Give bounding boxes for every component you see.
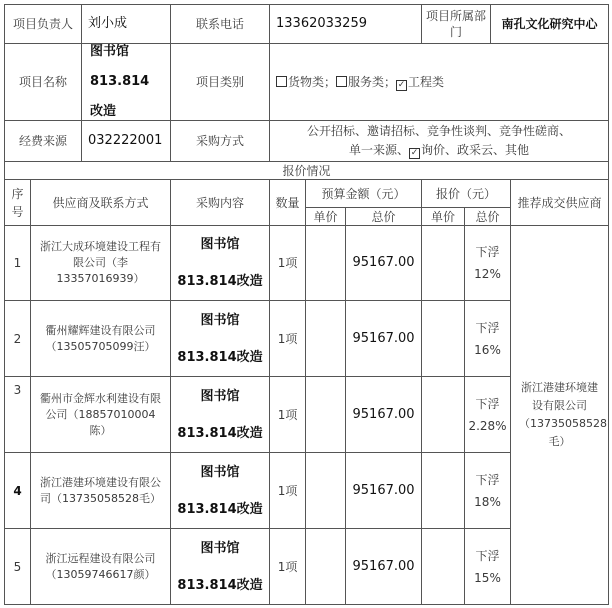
row-qty: 1项 xyxy=(270,377,306,453)
dept-cell xyxy=(422,5,609,44)
row-content xyxy=(171,453,270,529)
checkbox-checked-icon: ✓ xyxy=(397,80,406,90)
leader-row-left xyxy=(5,5,171,44)
header-budget: 预算金额（元） xyxy=(306,180,422,208)
row-budget-unit xyxy=(306,301,346,377)
row-content xyxy=(171,529,270,605)
method-line-2-a: 单一来源、 xyxy=(349,143,410,157)
row-budget-total: 95167.00 xyxy=(346,301,422,377)
row-quote-b: 2.28% xyxy=(468,418,507,433)
row-content xyxy=(171,226,270,301)
header-no: 序号 xyxy=(5,180,31,226)
row-qty: 1项 xyxy=(270,453,306,529)
row-content-a: 图书馆 xyxy=(200,388,240,404)
dept-value: 南孔文化研究中心 xyxy=(501,17,598,31)
leader-value: 刘小成 xyxy=(88,16,128,31)
row-quote-a: 下浮 xyxy=(475,548,500,563)
row-supplier: 浙江远程建设有限公司（13059746617颜） xyxy=(31,529,171,605)
row-quote-a: 下浮 xyxy=(475,320,500,335)
row-qty: 1项 xyxy=(270,301,306,377)
phone-value: 13362033259 xyxy=(270,5,422,44)
row-quote-unit xyxy=(422,301,465,377)
header-qty: 数量 xyxy=(270,180,306,226)
row-quote-unit xyxy=(422,226,465,301)
row-quote-a: 下浮 xyxy=(475,245,500,259)
funding-value: 032222001 xyxy=(88,133,163,148)
name-row-left xyxy=(5,44,171,121)
category-option-label: 服务类； xyxy=(348,75,397,89)
row-quote-a: 下浮 xyxy=(475,472,500,487)
row-supplier: 浙江港建环境建设有限公司（13735058528毛） xyxy=(31,453,171,529)
row-content xyxy=(171,377,270,453)
row-quote-b: 16% xyxy=(474,342,501,357)
row-content-b: 813.814改造 xyxy=(177,349,263,365)
row-no: 3 xyxy=(5,377,31,453)
row-quote-total xyxy=(465,301,511,377)
row-content xyxy=(171,301,270,377)
checkbox-icon xyxy=(276,76,287,87)
header-budget-total: 总价 xyxy=(346,208,422,226)
category-option-label: 工程类 xyxy=(408,75,445,89)
checkbox-icon xyxy=(336,76,347,87)
row-content-b: 813.814改造 xyxy=(177,501,263,517)
row-content-a: 图书馆 xyxy=(200,312,240,328)
category-options xyxy=(270,44,609,121)
funding-label: 经费来源 xyxy=(5,121,82,161)
leader-label: 项目负责人 xyxy=(5,5,82,43)
row-quote-unit xyxy=(422,453,465,529)
row-qty: 1项 xyxy=(270,226,306,301)
header-quote-unit: 单价 xyxy=(422,208,465,226)
header-budget-unit: 单价 xyxy=(306,208,346,226)
row-no: 2 xyxy=(5,301,31,377)
category-label: 项目类别 xyxy=(171,44,270,121)
dept-label: 项目所属部门 xyxy=(422,5,491,43)
row-budget-total: 95167.00 xyxy=(346,453,422,529)
row-quote-total xyxy=(465,529,511,605)
recommended-supplier: 浙江港建环境建设有限公司（13735058528毛） xyxy=(511,226,609,605)
row-quote-unit xyxy=(422,377,465,453)
row-budget-unit xyxy=(306,377,346,453)
row-budget-total: 95167.00 xyxy=(346,226,422,301)
header-content: 采购内容 xyxy=(171,180,270,226)
header-recommend: 推荐成交供应商 xyxy=(511,180,609,226)
category-list xyxy=(276,75,444,89)
method-line-1: 公开招标、邀请招标、竞争性谈判、竞争性磋商、 xyxy=(307,124,572,138)
row-quote-a: 下浮 xyxy=(475,396,500,411)
row-budget-unit xyxy=(306,529,346,605)
header-quote-total: 总价 xyxy=(465,208,511,226)
row-no: 1 xyxy=(5,226,31,301)
row-quote-b: 15% xyxy=(474,570,501,585)
header-supplier: 供应商及联系方式 xyxy=(31,180,171,226)
row-budget-total: 95167.00 xyxy=(346,529,422,605)
row-budget-unit xyxy=(306,226,346,301)
row-quote-b: 12% xyxy=(474,267,501,281)
row-content-a: 图书馆 xyxy=(200,464,240,480)
row-supplier: 衢州市金辉水利建设有限公司（18857010004陈） xyxy=(31,377,171,453)
row-content-b: 813.814改造 xyxy=(177,274,263,289)
row-content-a: 图书馆 xyxy=(200,540,240,556)
table-row xyxy=(5,226,609,301)
method-line-2-b: 询价、政采云、其他 xyxy=(421,143,530,157)
row-quote-total xyxy=(465,226,511,301)
row-quote-unit xyxy=(422,529,465,605)
method-label: 采购方式 xyxy=(171,121,270,162)
category-option-label: 货物类； xyxy=(288,75,337,89)
row-content-a: 图书馆 xyxy=(200,237,240,252)
row-content-b: 813.814改造 xyxy=(177,425,263,441)
row-quote-total xyxy=(465,453,511,529)
header-quote: 报价（元） xyxy=(422,180,511,208)
row-quote-total xyxy=(465,377,511,453)
row-content-b: 813.814改造 xyxy=(177,577,263,593)
phone-label: 联系电话 xyxy=(171,5,270,44)
method-line-2 xyxy=(274,141,604,160)
row-supplier: 浙江大成环境建设工程有限公司（李13357016939） xyxy=(31,226,171,301)
row-quote-b: 18% xyxy=(474,494,501,509)
row-no: 4 xyxy=(5,453,31,529)
row-qty: 1项 xyxy=(270,529,306,605)
row-budget-unit xyxy=(306,453,346,529)
name-value: 图书馆813.814改造 xyxy=(90,44,150,119)
row-supplier: 衢州耀辉建设有限公司（13505705099汪） xyxy=(31,301,171,377)
method-value xyxy=(270,121,609,162)
name-label: 项目名称 xyxy=(5,44,82,120)
row-budget-total: 95167.00 xyxy=(346,377,422,453)
row-no: 5 xyxy=(5,529,31,605)
checkbox-checked-icon: ✓ xyxy=(410,148,419,158)
procurement-form xyxy=(4,4,609,605)
funding-row-left xyxy=(5,121,171,162)
section-title: 报价情况 xyxy=(5,162,609,180)
